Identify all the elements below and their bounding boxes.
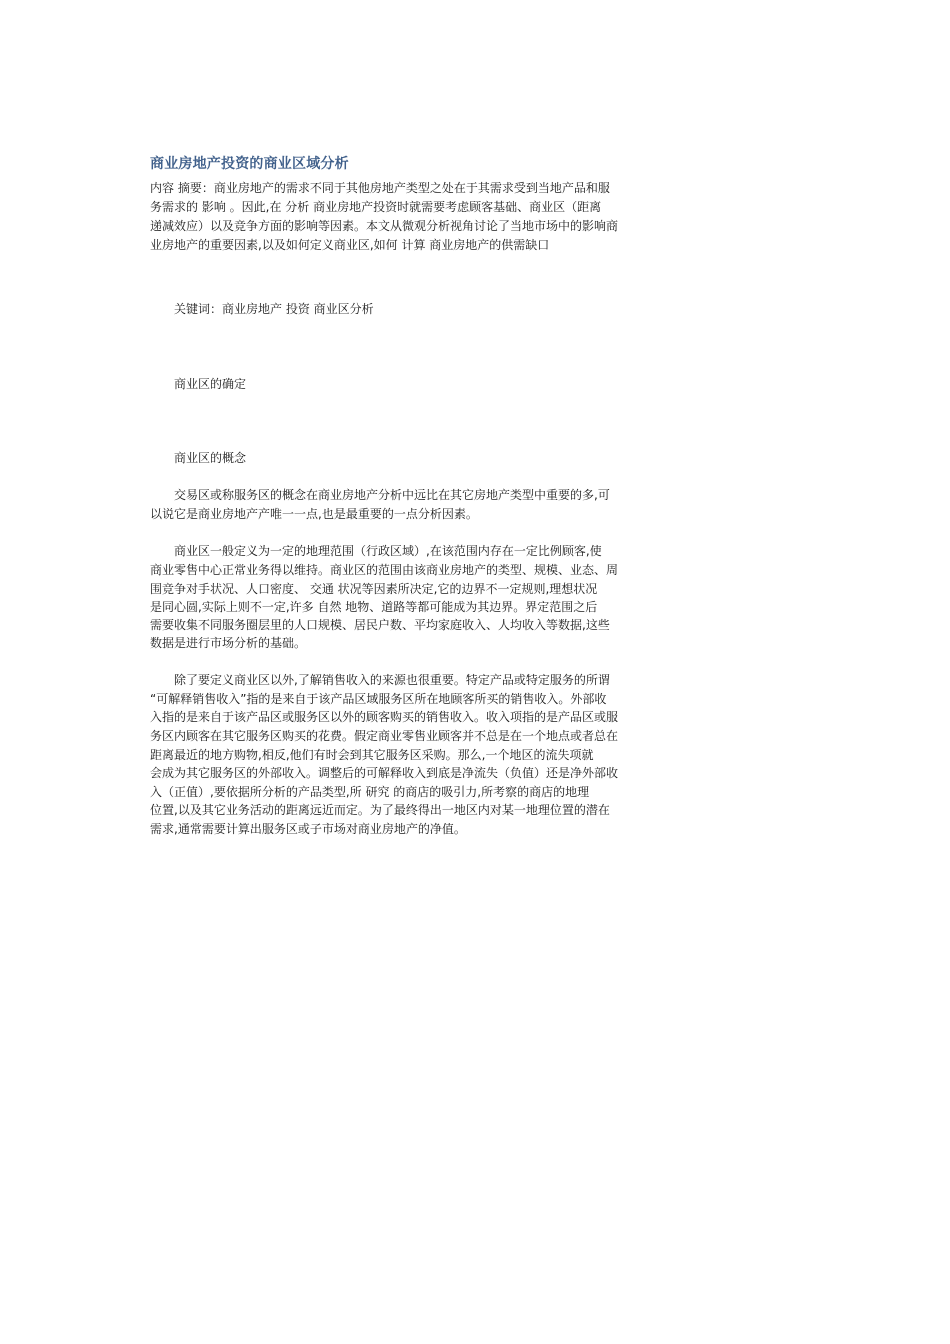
abstract-line: 业房地产的重要因素,以及如何定义商业区,如何 计算 商业房地产的供需缺口	[150, 238, 550, 252]
section-heading: 商业区的确定	[174, 377, 247, 391]
paragraph-line: “可解释销售收入”指的是来自于该产品区域服务区所在地顾客所买的销售收入。外部收	[150, 692, 607, 706]
paragraph-line: 以说它是商业房地产产唯一一点,也是最重要的一点分析因素。	[150, 507, 478, 521]
paragraph-line: 商业零售中心正常业务得以维持。商业区的范围由该商业房地产的类型、规模、业态、周	[150, 563, 619, 577]
paragraph-line: 除了要定义商业区以外,了解销售收入的来源也很重要。特定产品或特定服务的所谓	[174, 673, 610, 687]
paragraph-line: 位置,以及其它业务活动的距离远近而定。为了最终得出一地区内对某一地理位置的潜在	[150, 803, 610, 817]
paragraph-line: 务区内顾客在其它服务区购买的花费。假定商业零售业顾客并不总是在一个地点或者总在	[150, 729, 619, 743]
document-title: 商业房地产投资的商业区域分析	[150, 156, 349, 172]
paragraph-line: 交易区或称服务区的概念在商业房地产分析中远比在其它房地产类型中重要的多,可	[174, 488, 610, 502]
paragraph-line: 需求,通常需要计算出服务区或子市场对商业房地产的净值。	[150, 822, 466, 836]
abstract-line: 务需求的 影响 。因此,在 分析 商业房地产投资时就需要考虑顾客基础、商业区（距离	[150, 200, 602, 214]
paragraph-line: 需要收集不同服务圈层里的人口规模、居民户数、平均家庭收入、人均收入等数据,这些	[150, 618, 610, 632]
keywords-line: 关键词：商业房地产 投资 商业区分析	[174, 302, 374, 316]
paragraph-line: 入（正值）,要依据所分析的产品类型,所 研究 的商店的吸引力,所考察的商店的地理	[150, 785, 590, 799]
paragraph-line: 会成为其它服务区的外部收入。调整后的可解释收入到底是净流失（负值）还是净外部收	[150, 766, 619, 780]
paragraph-line: 数据是进行市场分析的基础。	[150, 636, 307, 650]
paragraph-line: 距离最近的地方购物,相反,他们有时会到其它服务区采购。那么,一个地区的流失项就	[150, 748, 594, 762]
paragraph-line: 围竞争对手状况、人口密度、 交通 状况等因素所决定,它的边界不一定规则,理想状况	[150, 582, 598, 596]
abstract-line: 递减效应）以及竞争方面的影响等因素。本文从微观分析视角讨论了当地市场中的影响商	[150, 219, 619, 233]
abstract-line: 内容 摘要：商业房地产的需求不同于其他房地产类型之处在于其需求受到当地产品和服	[150, 181, 610, 195]
subsection-heading: 商业区的概念	[174, 451, 247, 465]
paragraph-line: 商业区一般定义为一定的地理范围（行政区域）,在该范围内存在一定比例顾客,使	[174, 544, 602, 558]
paragraph-line: 入指的是来自于该产品区或服务区以外的顾客购买的销售收入。收入项指的是产品区或服	[150, 710, 619, 724]
paragraph-line: 是同心圆,实际上则不一定,许多 自然 地物、道路等都可能成为其边界。界定范围之后	[150, 600, 598, 614]
